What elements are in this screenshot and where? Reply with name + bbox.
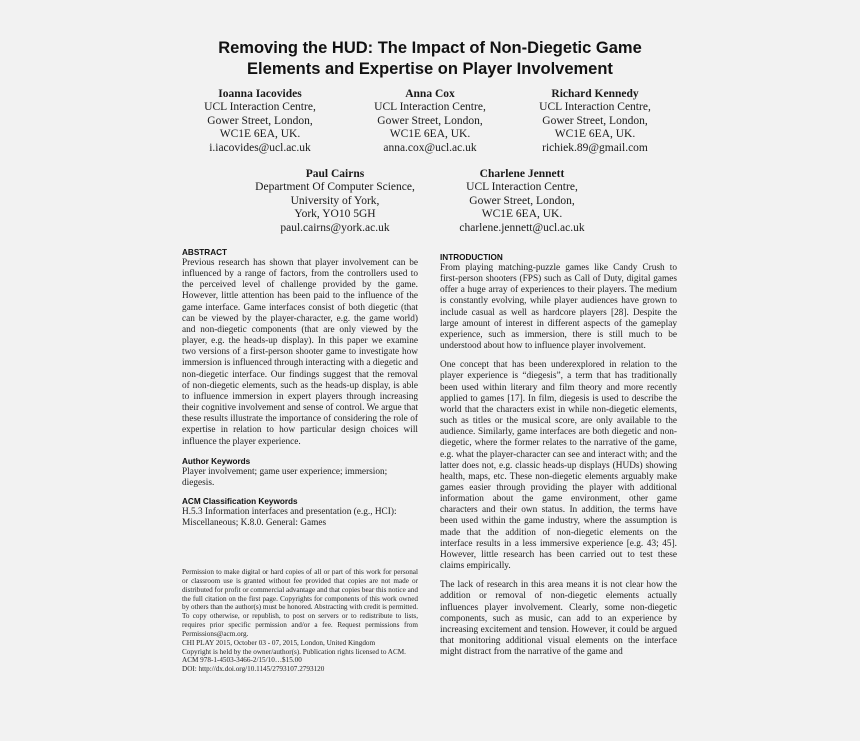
copyright-line: Copyright is held by the owner/author(s). Publication rights licensed to ACM. — [182, 647, 406, 656]
title-line-1: Removing the HUD: The Impact of Non-Diegetic Game — [218, 39, 642, 57]
author-keywords-heading: Author Keywords — [182, 456, 251, 466]
abstract-text: Previous research has shown that player involvement can be influenced by a range of factors, from the controllers used to the perceived level of challenge provided by the game. However, little attention has been paid to the influence of the game interface. Game interfaces consist of both diegetic (that can be viewed by the player-character, e.g. the game world) and non-diegetic components (that are only viewed by the player, e.g. the heads-up display). In this paper we examine two versions of a first-person shooter game to investigate how immersion is influenced through interacting with a diegetic and non-diegetic interface. Our findings suggest that the removal of non-diegetic elements, such as the heads-up display, is able to influence immersion in expert players through increasing their cognitive involvement and sense of control. We argue that these results illustrate the importance of considering the role of expertise in relation to how particular design choices will influence the player experience. — [182, 258, 418, 447]
permission-notice: Permission to make digital or hard copies of all or part of this work for personal or classroom use is granted without fee provided that copies are not made or distributed for profit or commercial advantage and that copies bear this notice and the full citation on the first page. Copyrights for components of this work owned by others than the author(s) must be honored. Abstracting with credit is permitted. To copy otherwise, or republish, to post on servers or to redistribute to lists, requires prior specific permission and/or a fee. Request permissions from Permissions@acm.org. — [182, 568, 418, 638]
introduction-heading: INTRODUCTION — [440, 253, 503, 262]
author-affiliation: UCL Interaction Centre, — [539, 101, 651, 114]
author-affiliation: UCL Interaction Centre, — [466, 181, 578, 194]
author-address: Gower Street, London, — [542, 114, 648, 127]
author-email: anna.cox@ucl.ac.uk — [383, 141, 477, 154]
author-address: University of York, — [290, 194, 380, 207]
author-postcode: WC1E 6EA, UK. — [219, 128, 301, 141]
author-email: paul.cairns@york.ac.uk — [280, 221, 390, 234]
author-affiliation: UCL Interaction Centre, — [204, 101, 316, 114]
author-email: richiek.89@gmail.com — [542, 141, 648, 154]
acm-classification-text: H.5.3 Information interfaces and presentation (e.g., HCI): Miscellaneous; K.8.0. General: Games — [182, 506, 397, 529]
author-block — [495, 88, 695, 155]
isbn-line: ACM 978-1-4503-3466-2/15/10…$15.00 — [182, 656, 302, 665]
author-address: Gower Street, London, — [207, 114, 313, 127]
paper-title — [160, 38, 700, 80]
author-block — [422, 168, 622, 235]
author-postcode: WC1E 6EA, UK. — [481, 208, 563, 221]
author-address: Gower Street, London, — [469, 194, 575, 207]
paper-page — [160, 0, 700, 741]
permission-block — [182, 568, 418, 674]
author-email: charlene.jennett@ucl.ac.uk — [459, 221, 585, 234]
author-block — [235, 168, 435, 235]
title-line-2: Elements and Expertise on Player Involvement — [247, 60, 613, 78]
intro-paragraph: One concept that has been underexplored in relation to the player experience is “diegesis”, a term that has traditionally been used within literary and film theory and more recently applied to games [17]. In film, diegesis is used to describe the world that the characters exist in while non-diegetic elements, such as titles or the musical score, are only available to the audience. Similarly, game interfaces are both diegetic and non-diegetic, where the former relates to the narrative of the game, e.g. what the player-character can see and interact with; and the latter does not, e.g. classic heads-up displays (HUDs) showing health, maps, etc. These non-diegetic elements arguably make games easier through providing the player with additional information about the game environment, other game characters and their own status. In addition, the terms have been used within the game industry, where the assumption is made that the addition of non-diegetic elements on the interface results in a less immersive experience [e.g. 43; 45]. However, little research has been carried out to test these claims empirically. — [440, 360, 677, 572]
author-address: Gower Street, London, — [377, 114, 483, 127]
doi-line: DOI: http://dx.doi.org/10.1145/2793107.2793120 — [182, 665, 325, 674]
conference-line: CHI PLAY 2015, October 03 - 07, 2015, London, United Kingdom — [182, 638, 376, 647]
intro-paragraph: From playing matching-puzzle games like Candy Crush to first-person shooters (FPS) such as Call of Duty, digital games offer a huge array of experiences to their players. The medium is constantly evolving, while player audiences have grown to include casual as well as hardcore players [28]. Despite the large amount of interest in different aspects of the gameplay experience, such as immersion, there is still much to be understood about how to influence player involvement. — [440, 263, 677, 352]
author-name: Charlene Jennett — [479, 168, 565, 180]
right-column — [440, 252, 677, 666]
author-keywords-text: Player involvement; game user experience; immersion; diegesis. — [182, 466, 388, 488]
intro-paragraph: The lack of research in this area means it is not clear how the addition or removal of non-diegetic elements actually influences player involvement. Clearly, some non-diegetic components, such as music, can add to an experience by increasing excitement and tension. However, it could be argued that monitoring additional visual elements on the interface might distract from the narrative of the game and — [440, 580, 677, 658]
author-name: Ioanna Iacovides — [218, 88, 302, 100]
author-name: Richard Kennedy — [551, 88, 639, 100]
author-email: i.iacovides@ucl.ac.uk — [209, 141, 311, 154]
author-postcode: WC1E 6EA, UK. — [389, 128, 471, 141]
author-postcode: WC1E 6EA, UK. — [554, 128, 636, 141]
acm-classification-heading: ACM Classification Keywords — [182, 496, 298, 506]
left-column — [182, 247, 418, 536]
author-name: Anna Cox — [405, 88, 455, 100]
author-postcode: York, YO10 5GH — [294, 208, 376, 221]
author-name: Paul Cairns — [305, 168, 365, 180]
author-affiliation: UCL Interaction Centre, — [374, 101, 486, 114]
author-affiliation: Department Of Computer Science, — [255, 181, 415, 194]
abstract-heading: ABSTRACT — [182, 248, 228, 257]
